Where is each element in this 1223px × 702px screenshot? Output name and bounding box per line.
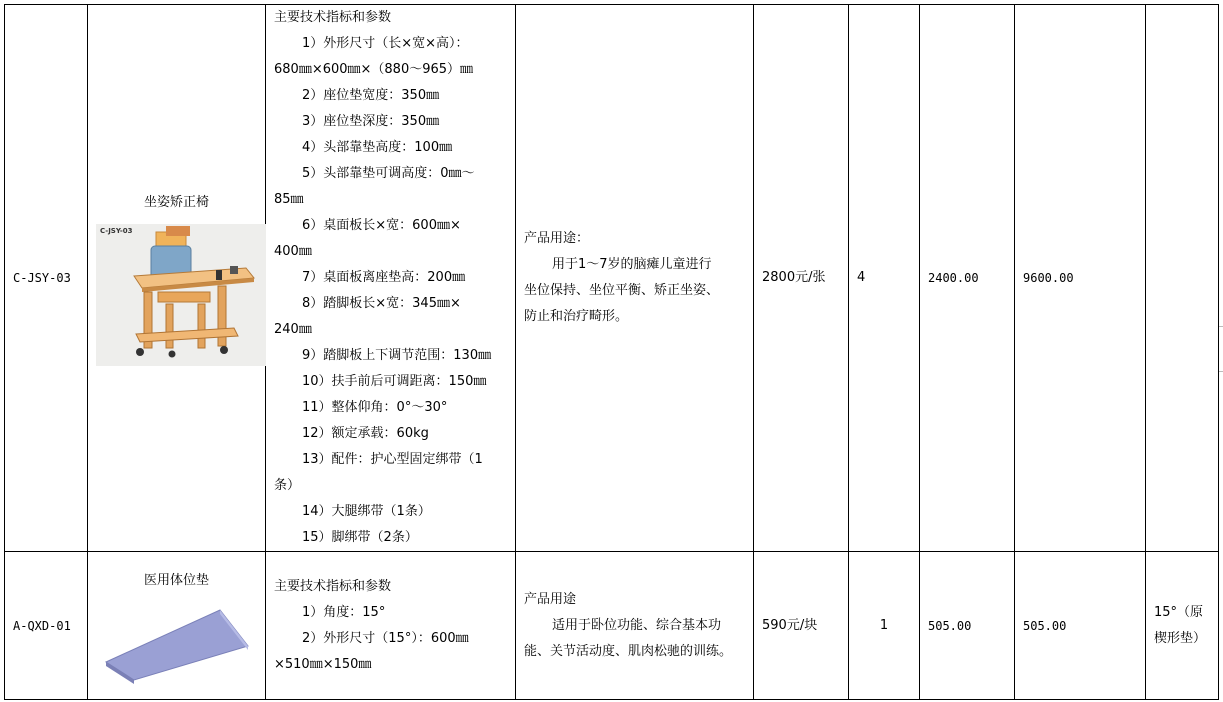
product-code-cell [5, 552, 88, 700]
spec-line: 400㎜ [274, 244, 312, 259]
edge-mark [1219, 326, 1223, 327]
total: 9600.00 [1023, 271, 1074, 285]
total-cell [1015, 552, 1146, 700]
spec-line: 4）头部靠垫高度：100㎜ [302, 140, 453, 155]
quantity: 1 [879, 617, 889, 633]
qty-cell [849, 552, 920, 700]
note-line: 15°（原 [1154, 604, 1204, 620]
spec-line: 2）座位垫宽度：350㎜ [302, 88, 440, 103]
usage-title: 产品用途： [524, 231, 590, 246]
usage-line: 防止和治疗畸形。 [524, 309, 629, 324]
spec-line: 15）脚绑带（2条） [302, 530, 418, 545]
spec-line: 14）大腿绑带（1条） [302, 504, 431, 519]
spec-line: 3）座位垫深度：350㎜ [302, 114, 440, 129]
usage-cell [516, 5, 754, 552]
quantity: 4 [857, 270, 866, 285]
product-name: 医用体位垫 [143, 572, 209, 588]
spec-cell [266, 552, 516, 700]
table-row [5, 552, 1219, 700]
usage-line: 适用于卧位功能、综合基本功 [552, 617, 722, 633]
spec-list [274, 31, 507, 551]
product-table [4, 4, 1219, 700]
spec-list [274, 600, 507, 678]
spec-line: 85㎜ [274, 192, 304, 207]
unit-price-cell [920, 552, 1015, 700]
price-cell [754, 5, 849, 552]
wedge-cushion-image [102, 602, 252, 684]
usage-line: 用于1～7岁的脑瘫儿童进行 [552, 257, 712, 272]
spec-line: 9）踏脚板上下调节范围：130㎜ [302, 348, 492, 363]
price: 2800元/张 [762, 270, 826, 285]
spec-line: 1）角度：15° [302, 604, 386, 620]
unit-price: 505.00 [928, 618, 972, 633]
spec-line: 2）外形尺寸（15°）：600㎜ [302, 630, 469, 646]
spec-line: 1）外形尺寸（长×宽×高）： [302, 36, 469, 51]
price-cell [754, 552, 849, 700]
usage-line: 坐位保持、坐位平衡、矫正坐姿、 [524, 283, 720, 298]
spec-line: 条） [274, 478, 301, 493]
spec-line: 240㎜ [274, 322, 312, 337]
note-line: 楔形垫） [1154, 630, 1207, 646]
spec-title: 主要技术指标和参数 [274, 578, 392, 594]
spec-line: 12）额定承载：60kg [302, 426, 429, 441]
spec-cell [266, 5, 516, 552]
spec-line: 8）踏脚板长×宽：345㎜× [302, 296, 461, 311]
spec-line: 10）扶手前后可调距离：150㎜ [302, 374, 487, 389]
edge-mark [1219, 371, 1223, 372]
unit-price-cell [920, 5, 1015, 552]
spec-title: 主要技术指标和参数 [274, 10, 392, 25]
unit-price: 2400.00 [928, 271, 979, 285]
price: 590元/块 [762, 617, 818, 633]
total: 505.00 [1023, 618, 1067, 633]
product-name-cell [88, 5, 266, 552]
total-cell [1015, 5, 1146, 552]
spec-line: 7）桌面板离座垫高：200㎜ [302, 270, 466, 285]
note-cell [1146, 5, 1219, 552]
note-cell [1146, 552, 1219, 700]
usage-title: 产品用途 [524, 591, 577, 607]
product-code-cell [5, 5, 88, 552]
product-name-cell [88, 552, 266, 700]
usage-line: 能、关节活动度、肌肉松驰的训练。 [524, 643, 733, 659]
table-row [5, 5, 1219, 552]
posture-chair-image [96, 224, 266, 366]
spec-line: 13）配件：护心型固定绑带（1 [302, 452, 483, 467]
product-code: A-QXD-01 [13, 618, 71, 633]
spec-line: 6）桌面板长×宽：600㎜× [302, 218, 461, 233]
qty-cell [849, 5, 920, 552]
product-code: C-JSY-03 [13, 271, 71, 285]
spec-line: 680㎜×600㎜×（880～965）㎜ [274, 62, 474, 77]
spec-line: 11）整体仰角：0°～30° [302, 400, 448, 415]
spec-line: 5）头部靠垫可调高度：0㎜～ [302, 166, 475, 181]
usage-cell [516, 552, 754, 700]
spec-line: ×510㎜×150㎜ [274, 656, 372, 672]
product-name: 坐姿矫正椅 [143, 195, 209, 210]
image-label: C-JSY-03 [100, 227, 133, 235]
